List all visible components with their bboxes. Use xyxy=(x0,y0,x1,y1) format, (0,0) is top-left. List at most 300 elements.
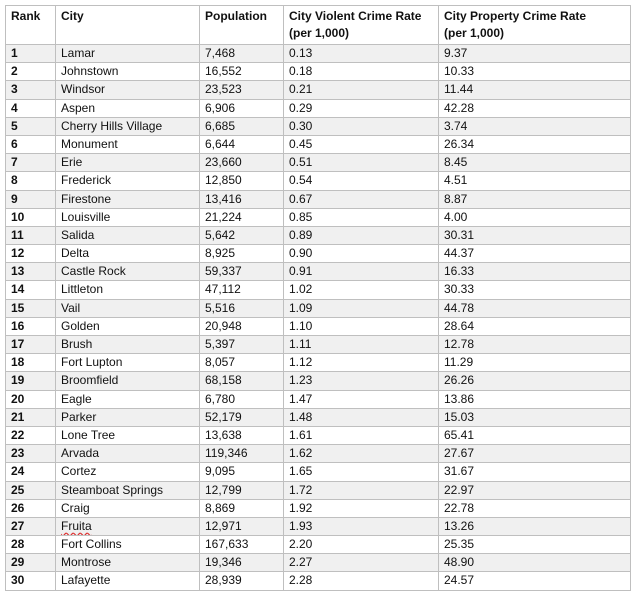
population-cell xyxy=(200,99,284,117)
city-cell xyxy=(56,99,200,117)
violent-rate-cell xyxy=(284,390,439,408)
rank-cell-text: 21 xyxy=(11,409,25,424)
rank-cell-text: 22 xyxy=(11,427,25,442)
property-rate-cell xyxy=(439,117,631,135)
city-cell-text: Craig xyxy=(61,500,90,515)
violent-rate-cell-text: 1.02 xyxy=(289,282,313,297)
header-population: Population xyxy=(200,6,284,45)
rank-cell xyxy=(6,190,56,208)
violent-rate-cell xyxy=(284,172,439,190)
table-row xyxy=(6,63,631,81)
population-cell xyxy=(200,299,284,317)
population-cell xyxy=(200,354,284,372)
property-rate-cell-text: 22.78 xyxy=(444,500,475,515)
violent-rate-cell xyxy=(284,336,439,354)
population-cell-text: 47,112 xyxy=(205,282,241,297)
rank-cell xyxy=(6,372,56,390)
rank-cell-text: 16 xyxy=(11,318,25,333)
property-rate-cell-text: 4.00 xyxy=(444,209,468,224)
city-cell-text: Lafayette xyxy=(61,573,111,588)
city-cell-text: Fort Collins xyxy=(61,537,122,552)
table-row xyxy=(6,536,631,554)
city-cell xyxy=(56,299,200,317)
rank-cell xyxy=(6,408,56,426)
city-cell-text: Eagle xyxy=(61,391,92,406)
population-cell-text: 20,948 xyxy=(205,318,242,333)
violent-rate-cell xyxy=(284,263,439,281)
property-rate-cell-text: 31.67 xyxy=(444,464,475,479)
city-cell xyxy=(56,245,200,263)
rank-cell-text: 25 xyxy=(11,482,25,497)
property-rate-cell xyxy=(439,226,631,244)
city-cell xyxy=(56,117,200,135)
city-cell xyxy=(56,481,200,499)
property-rate-cell-text: 27.67 xyxy=(444,446,475,461)
violent-rate-cell xyxy=(284,99,439,117)
property-rate-cell-text: 10.33 xyxy=(444,64,475,79)
rank-cell xyxy=(6,154,56,172)
population-cell xyxy=(200,190,284,208)
city-cell-text: Windsor xyxy=(61,82,106,97)
property-rate-cell-text: 13.86 xyxy=(444,391,475,406)
violent-rate-cell xyxy=(284,517,439,535)
table-row xyxy=(6,281,631,299)
city-cell xyxy=(56,45,200,63)
city-cell-text: Brush xyxy=(61,337,93,351)
property-rate-cell-text: 8.45 xyxy=(444,155,468,170)
rank-cell xyxy=(6,517,56,535)
city-cell-text: Parker xyxy=(61,409,97,424)
city-cell-text: Salida xyxy=(61,227,95,242)
violent-rate-cell xyxy=(284,317,439,335)
property-rate-cell xyxy=(439,245,631,263)
city-cell xyxy=(56,372,200,390)
rank-cell-text: 29 xyxy=(11,555,25,570)
city-cell-text: Louisville xyxy=(61,209,111,224)
property-rate-cell xyxy=(439,445,631,463)
population-cell-text: 6,906 xyxy=(205,100,236,115)
population-cell-text: 9,095 xyxy=(205,464,236,479)
population-cell xyxy=(200,226,284,244)
city-cell-text: Vail xyxy=(61,300,81,315)
rank-cell-text: 24 xyxy=(11,464,25,479)
population-cell-text: 16,552 xyxy=(205,64,242,79)
rank-cell xyxy=(6,336,56,354)
property-rate-cell xyxy=(439,281,631,299)
violent-rate-cell-text: 1.11 xyxy=(289,337,312,351)
rank-cell-text: 13 xyxy=(11,264,25,279)
violent-rate-cell-text: 1.72 xyxy=(289,482,313,497)
city-cell-text: Lone Tree xyxy=(61,427,116,442)
rank-cell-text: 6 xyxy=(11,136,18,151)
rank-cell-text: 20 xyxy=(11,391,25,406)
property-rate-cell-text: 30.31 xyxy=(444,227,475,242)
property-rate-cell-text: 12.78 xyxy=(444,337,475,351)
property-rate-cell-text: 44.37 xyxy=(444,246,475,261)
table-row xyxy=(6,99,631,117)
population-cell xyxy=(200,426,284,444)
population-cell xyxy=(200,208,284,226)
population-cell-text: 13,638 xyxy=(205,427,242,442)
header-property-line1: City Property Crime Rate xyxy=(444,9,587,23)
property-rate-cell xyxy=(439,517,631,535)
property-rate-cell xyxy=(439,354,631,372)
property-rate-cell xyxy=(439,372,631,390)
rank-cell xyxy=(6,281,56,299)
violent-rate-cell xyxy=(284,117,439,135)
header-violent-line1: City Violent Crime Rate xyxy=(289,9,422,23)
header-row xyxy=(6,6,631,45)
property-rate-cell xyxy=(439,299,631,317)
population-cell xyxy=(200,536,284,554)
violent-rate-cell-text: 2.27 xyxy=(289,555,313,570)
population-cell xyxy=(200,117,284,135)
city-cell-text: Cortez xyxy=(61,464,97,479)
property-rate-cell-text: 26.34 xyxy=(444,136,475,151)
table-row xyxy=(6,117,631,135)
city-cell xyxy=(56,445,200,463)
rank-cell xyxy=(6,63,56,81)
population-cell xyxy=(200,45,284,63)
city-cell xyxy=(56,390,200,408)
population-cell-text: 5,642 xyxy=(205,227,236,242)
rank-cell-text: 28 xyxy=(11,537,25,552)
table-row xyxy=(6,481,631,499)
property-rate-cell xyxy=(439,45,631,63)
city-cell xyxy=(56,226,200,244)
rank-cell-text: 18 xyxy=(11,355,25,370)
table-row xyxy=(6,354,631,372)
city-cell xyxy=(56,263,200,281)
table-row xyxy=(6,445,631,463)
population-cell xyxy=(200,317,284,335)
population-cell-text: 19,346 xyxy=(205,555,242,570)
rank-cell xyxy=(6,172,56,190)
city-cell xyxy=(56,536,200,554)
city-cell-text: Littleton xyxy=(61,282,104,297)
violent-rate-cell-text: 0.54 xyxy=(289,173,313,188)
property-rate-cell-text: 22.97 xyxy=(444,482,475,497)
violent-rate-cell xyxy=(284,536,439,554)
violent-rate-cell xyxy=(284,481,439,499)
property-rate-cell-text: 8.87 xyxy=(444,191,468,206)
rank-cell xyxy=(6,445,56,463)
city-cell-text: Firestone xyxy=(61,191,112,206)
table-row xyxy=(6,390,631,408)
population-cell-text: 8,869 xyxy=(205,500,236,515)
population-cell-text: 12,850 xyxy=(205,173,242,188)
property-rate-cell-text: 9.37 xyxy=(444,46,468,60)
rank-cell-text: 12 xyxy=(11,246,25,261)
table-row xyxy=(6,408,631,426)
population-cell-text: 23,523 xyxy=(205,82,242,97)
property-rate-cell xyxy=(439,63,631,81)
property-rate-cell xyxy=(439,463,631,481)
header-rank: Rank xyxy=(6,6,56,45)
population-cell xyxy=(200,245,284,263)
population-cell xyxy=(200,445,284,463)
violent-rate-cell-text: 0.21 xyxy=(289,82,313,97)
violent-rate-cell-text: 0.67 xyxy=(289,191,313,206)
violent-rate-cell-text: 1.93 xyxy=(289,518,313,533)
rank-cell xyxy=(6,317,56,335)
city-cell-text: Lamar xyxy=(61,46,96,60)
property-rate-cell xyxy=(439,390,631,408)
violent-rate-cell xyxy=(284,154,439,172)
property-rate-cell xyxy=(439,135,631,153)
property-rate-cell xyxy=(439,99,631,117)
table-row xyxy=(6,45,631,63)
rank-cell xyxy=(6,299,56,317)
property-rate-cell-text: 11.29 xyxy=(444,355,474,370)
population-cell xyxy=(200,135,284,153)
table-row xyxy=(6,317,631,335)
city-cell-text: Montrose xyxy=(61,555,112,570)
violent-rate-cell xyxy=(284,281,439,299)
population-cell xyxy=(200,517,284,535)
rank-cell-text: 8 xyxy=(11,173,18,188)
table-row xyxy=(6,208,631,226)
property-rate-cell xyxy=(439,481,631,499)
rank-cell-text: 9 xyxy=(11,191,18,206)
property-rate-cell xyxy=(439,81,631,99)
violent-rate-cell-text: 0.51 xyxy=(289,155,313,170)
table-row xyxy=(6,135,631,153)
population-cell-text: 7,468 xyxy=(205,46,236,60)
table-row xyxy=(6,172,631,190)
rank-cell-text: 2 xyxy=(11,64,18,79)
population-cell-text: 167,633 xyxy=(205,537,249,552)
rank-cell xyxy=(6,554,56,572)
property-rate-cell xyxy=(439,554,631,572)
city-cell xyxy=(56,281,200,299)
city-cell-text: Castle Rock xyxy=(61,264,126,279)
header-violent-crime-rate xyxy=(284,6,439,45)
violent-rate-cell-text: 0.13 xyxy=(289,46,313,60)
city-cell xyxy=(56,354,200,372)
table-row xyxy=(6,245,631,263)
population-cell xyxy=(200,336,284,354)
violent-rate-cell xyxy=(284,135,439,153)
violent-rate-cell xyxy=(284,445,439,463)
rank-cell-text: 26 xyxy=(11,500,25,515)
city-cell xyxy=(56,336,200,354)
violent-rate-cell xyxy=(284,372,439,390)
population-cell-text: 5,516 xyxy=(205,300,236,315)
table-row xyxy=(6,81,631,99)
population-cell xyxy=(200,499,284,517)
rank-cell-text: 7 xyxy=(11,155,18,170)
rank-cell-text: 19 xyxy=(11,373,25,388)
header-property-crime-rate xyxy=(439,6,631,45)
property-rate-cell xyxy=(439,208,631,226)
property-rate-cell-text: 4.51 xyxy=(444,173,468,188)
rank-cell-text: 23 xyxy=(11,446,25,461)
property-rate-cell-text: 24.57 xyxy=(444,573,475,588)
violent-rate-cell-text: 0.45 xyxy=(289,136,313,151)
city-cell xyxy=(56,554,200,572)
population-cell xyxy=(200,172,284,190)
violent-rate-cell-text: 1.92 xyxy=(289,500,313,515)
population-cell xyxy=(200,408,284,426)
population-cell-text: 5,397 xyxy=(205,337,236,351)
header-property-line2: (per 1,000) xyxy=(444,26,505,40)
population-cell-text: 21,224 xyxy=(205,209,242,224)
violent-rate-cell-text: 1.10 xyxy=(289,318,313,333)
violent-rate-cell-text: 0.30 xyxy=(289,118,313,133)
city-cell xyxy=(56,172,200,190)
city-cell xyxy=(56,190,200,208)
violent-rate-cell-text: 2.28 xyxy=(289,573,313,588)
violent-rate-cell xyxy=(284,572,439,590)
rank-cell xyxy=(6,245,56,263)
population-cell xyxy=(200,481,284,499)
violent-rate-cell xyxy=(284,45,439,63)
population-cell-text: 12,799 xyxy=(205,482,242,497)
city-cell xyxy=(56,426,200,444)
property-rate-cell-text: 44.78 xyxy=(444,300,475,315)
rank-cell xyxy=(6,226,56,244)
violent-rate-cell xyxy=(284,245,439,263)
rank-cell-text: 10 xyxy=(11,209,25,224)
city-cell-text: Johnstown xyxy=(61,64,119,79)
population-cell xyxy=(200,572,284,590)
rank-cell xyxy=(6,354,56,372)
header-violent-line2: (per 1,000) xyxy=(289,26,350,40)
violent-rate-cell xyxy=(284,63,439,81)
violent-rate-cell xyxy=(284,354,439,372)
rank-cell xyxy=(6,81,56,99)
violent-rate-cell xyxy=(284,499,439,517)
property-rate-cell xyxy=(439,317,631,335)
population-cell-text: 13,416 xyxy=(205,191,242,206)
rank-cell xyxy=(6,117,56,135)
population-cell-text: 119,346 xyxy=(205,446,248,461)
city-cell xyxy=(56,463,200,481)
rank-cell xyxy=(6,426,56,444)
violent-rate-cell-text: 1.48 xyxy=(289,409,313,424)
table-row xyxy=(6,226,631,244)
population-cell-text: 12,971 xyxy=(205,518,242,533)
city-cell xyxy=(56,63,200,81)
city-cell-text: Aspen xyxy=(61,100,96,115)
violent-rate-cell-text: 1.09 xyxy=(289,300,313,315)
violent-rate-cell-text: 0.18 xyxy=(289,64,313,79)
rank-cell-text: 3 xyxy=(11,82,18,97)
population-cell xyxy=(200,390,284,408)
population-cell xyxy=(200,554,284,572)
violent-rate-cell xyxy=(284,463,439,481)
header-city: City xyxy=(56,6,200,45)
table-row xyxy=(6,572,631,590)
violent-rate-cell xyxy=(284,190,439,208)
violent-rate-cell-text: 0.90 xyxy=(289,246,313,261)
violent-rate-cell-text: 0.85 xyxy=(289,209,313,224)
violent-rate-cell xyxy=(284,554,439,572)
rank-cell xyxy=(6,463,56,481)
population-cell-text: 28,939 xyxy=(205,573,242,588)
property-rate-cell-text: 25.35 xyxy=(444,537,475,552)
city-cell-text: Broomfield xyxy=(61,373,119,388)
rank-cell-text: 15 xyxy=(11,300,25,315)
property-rate-cell xyxy=(439,263,631,281)
population-cell xyxy=(200,63,284,81)
property-rate-cell-text: 11.44 xyxy=(444,82,474,97)
rank-cell-text: 30 xyxy=(11,573,25,588)
property-rate-cell xyxy=(439,572,631,590)
property-rate-cell-text: 48.90 xyxy=(444,555,475,570)
rank-cell xyxy=(6,208,56,226)
table-row xyxy=(6,299,631,317)
city-cell-text: Fort Lupton xyxy=(61,355,123,370)
table-row xyxy=(6,463,631,481)
city-cell xyxy=(56,81,200,99)
property-rate-cell-text: 42.28 xyxy=(444,100,475,115)
population-cell xyxy=(200,281,284,299)
table-body xyxy=(6,45,631,591)
violent-rate-cell-text: 1.65 xyxy=(289,464,313,479)
city-cell xyxy=(56,499,200,517)
rank-cell xyxy=(6,135,56,153)
property-rate-cell-text: 13.26 xyxy=(444,518,475,533)
rank-cell xyxy=(6,499,56,517)
violent-rate-cell xyxy=(284,426,439,444)
violent-rate-cell-text: 0.89 xyxy=(289,227,313,242)
rank-cell-text: 14 xyxy=(11,282,25,297)
city-cell-text: Arvada xyxy=(61,446,100,461)
city-cell-text: Delta xyxy=(61,246,90,261)
population-cell xyxy=(200,154,284,172)
property-rate-cell-text: 65.41 xyxy=(444,427,475,442)
property-rate-cell xyxy=(439,336,631,354)
violent-rate-cell-text: 1.62 xyxy=(289,446,313,461)
table-row xyxy=(6,554,631,572)
rank-cell xyxy=(6,481,56,499)
violent-rate-cell xyxy=(284,299,439,317)
violent-rate-cell-text: 1.47 xyxy=(289,391,313,406)
violent-rate-cell xyxy=(284,408,439,426)
violent-rate-cell xyxy=(284,81,439,99)
city-cell xyxy=(56,408,200,426)
property-rate-cell-text: 28.64 xyxy=(444,318,475,333)
violent-rate-cell-text: 2.20 xyxy=(289,537,313,552)
property-rate-cell xyxy=(439,536,631,554)
rank-cell-text: 4 xyxy=(11,100,18,115)
city-cell-text: Fruita xyxy=(61,518,92,533)
population-cell-text: 6,685 xyxy=(205,118,236,133)
population-cell-text: 68,158 xyxy=(205,373,242,388)
property-rate-cell-text: 30.33 xyxy=(444,282,475,297)
city-cell xyxy=(56,317,200,335)
city-cell xyxy=(56,154,200,172)
property-rate-cell xyxy=(439,172,631,190)
property-rate-cell xyxy=(439,426,631,444)
population-cell-text: 6,644 xyxy=(205,136,236,151)
table-header xyxy=(6,6,631,45)
city-cell-text: Erie xyxy=(61,155,83,170)
property-rate-cell xyxy=(439,190,631,208)
table-row xyxy=(6,154,631,172)
rank-cell xyxy=(6,263,56,281)
city-cell xyxy=(56,135,200,153)
city-cell-text: Monument xyxy=(61,136,118,151)
city-cell-text: Cherry Hills Village xyxy=(61,118,163,133)
violent-rate-cell-text: 0.29 xyxy=(289,100,313,115)
city-cell xyxy=(56,572,200,590)
property-rate-cell-text: 15.03 xyxy=(444,409,475,424)
property-rate-cell-text: 16.33 xyxy=(444,264,475,279)
property-rate-cell xyxy=(439,499,631,517)
